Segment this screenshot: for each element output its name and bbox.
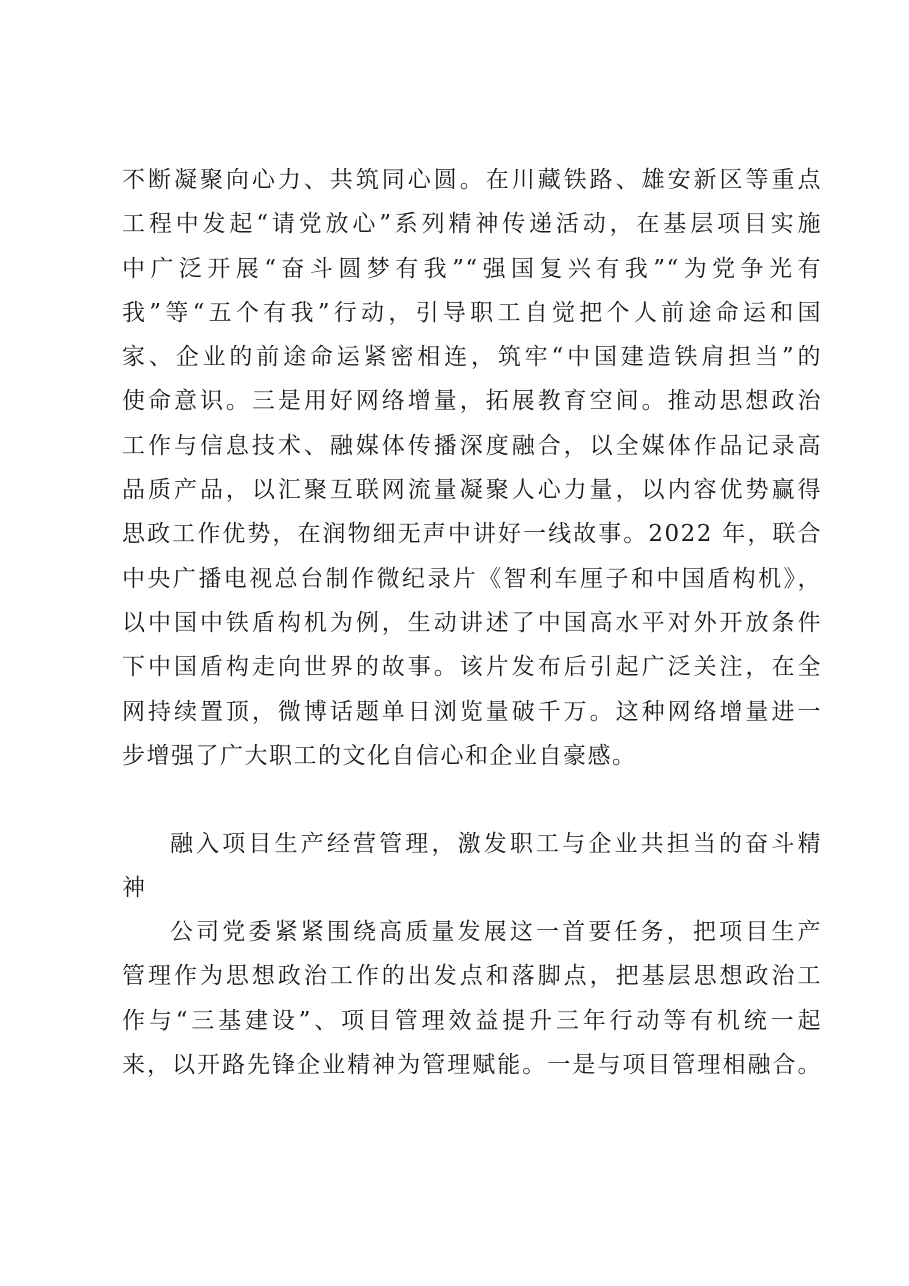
text-line: 工程中发起“请党放心”系列精神传递活动，在基层项目实施 xyxy=(122,211,822,238)
section-heading-paragraph xyxy=(122,822,822,911)
body-paragraph xyxy=(122,158,822,778)
text-line: 融入项目生产经营管理，激发职工与企业共担当的奋斗精 xyxy=(170,831,822,857)
text-line: 思政工作优势，在润物细无声中讲好一线故事。2022 年，联合 xyxy=(122,521,822,548)
text-line: 以中国中铁盾构机为例，生动讲述了中国高水平对外开放条件 xyxy=(122,609,822,636)
text-line: 工作与信息技术、融媒体传播深度融合，以全媒体作品记录高 xyxy=(122,432,822,459)
text-line: 家、企业的前途命运紧密相连，筑牢“中国建造铁肩担当”的 xyxy=(122,344,822,371)
text-line: 中广泛开展“奋斗圆梦有我”“强国复兴有我”“为党争光有 xyxy=(122,255,822,282)
text-line: 品质产品，以汇聚互联网流量凝聚人心力量，以内容优势赢得 xyxy=(122,477,822,504)
text-line: 使命意识。三是用好网络增量，拓展教育空间。推动思想政治 xyxy=(122,388,822,415)
text-line: 步增强了广大职工的文化自信心和企业自豪感。 xyxy=(122,742,637,769)
text-line: 管理作为思想政治工作的出发点和落脚点，把基层思想政治工 xyxy=(122,963,822,990)
text-line: 神 xyxy=(122,875,147,902)
text-line: 网持续置顶，微博话题单日浏览量破千万。这种网络增量进一 xyxy=(122,698,822,725)
text-line: 来，以开路先锋企业精神为管理赋能。一是与项目管理相融合。 xyxy=(122,1051,822,1078)
body-paragraph xyxy=(122,910,822,1087)
text-line: 作与“三基建设”、项目管理效益提升三年行动等有机统一起 xyxy=(122,1007,822,1034)
text-line: 中央广播电视总台制作微纪录片《智利车厘子和中国盾构机》， xyxy=(122,565,822,592)
text-line: 不断凝聚向心力、共筑同心圆。在川藏铁路、雄安新区等重点 xyxy=(122,167,822,193)
text-line: 我”等“五个有我”行动，引导职工自觉把个人前途命运和国 xyxy=(122,299,822,326)
text-line: 公司党委紧紧围绕高质量发展这一首要任务，把项目生产 xyxy=(170,919,822,945)
text-line: 下中国盾构走向世界的故事。该片发布后引起广泛关注，在全 xyxy=(122,654,822,681)
